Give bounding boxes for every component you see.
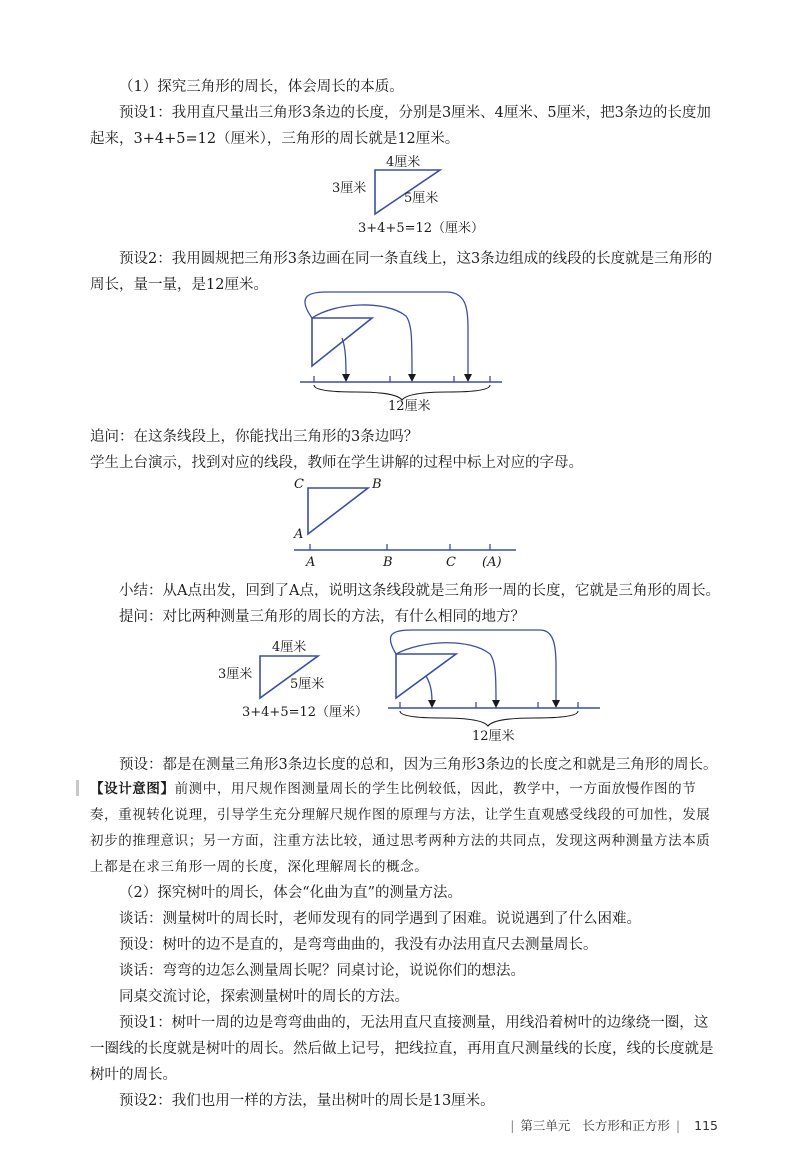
arrow-head <box>552 700 560 708</box>
top-side-label: 4厘米 <box>386 155 421 170</box>
point-b-label: B <box>383 555 393 570</box>
arrow-head <box>492 700 500 708</box>
comparison-figure <box>210 632 620 748</box>
triangle-figure-1 <box>320 152 520 240</box>
total-length-label: 12厘米 <box>472 729 515 744</box>
total-length-label: 12厘米 <box>388 399 431 414</box>
footer-chapter: 长方形和正方形 <box>582 1118 670 1133</box>
question1-text: 追问：在这条线段上，你能找出三角形的3条边吗？ <box>90 429 419 445</box>
left-side-label: 3厘米 <box>218 667 253 682</box>
arrow-head <box>464 374 472 382</box>
total-brace <box>314 385 490 400</box>
section2-heading: （2）探究树叶的周长，体会“化曲为直”的测量方法。 <box>119 885 463 901</box>
demo-text: 学生上台演示，找到对应的线段，教师在学生讲解的过程中标上对应的字母。 <box>90 455 583 471</box>
triangle-shape <box>312 318 372 366</box>
point-a-end-label: (A) <box>482 555 502 570</box>
arrow-head <box>428 700 436 708</box>
vertex-b-label: B <box>372 477 382 492</box>
design-intent-text: 前测中，用尺规作图测量周长的学生比例较低，因此，教学中，一方面放慢作图的节奏，重视转化说理，引导学生充分理解尺规作图的原理与方法，让学生直观感受线段的可加性，发展初步的推理意识；另一方面，注重方法比较，通过思考两种方法的共同点，发现这两种测量方法本质上都是在求三角形一周的长度，深化理解周长的概念。 <box>90 781 711 875</box>
section1-heading: （1）探究三角形的周长，体会周长的本质。 <box>119 79 404 95</box>
talk2-text: 谈话：弯弯的边怎么测量周长呢？同桌讨论，说说你们的想法。 <box>119 963 525 979</box>
total-brace <box>400 711 578 726</box>
lettered-figure <box>290 474 520 570</box>
summary-text: 小结：从A点出发，回到了A点，说明这条线段就是三角形一周的长度，它就是三角形的周长。 <box>119 583 720 599</box>
question2-text: 提问：对比两种测量三角形的周长的方法，有什么相同的地方？ <box>119 609 525 625</box>
arc-path-2 <box>312 305 412 378</box>
hypotenuse-label: 5厘米 <box>290 677 325 692</box>
preset4-text: 预设：树叶的边不是直的，是弯弯曲曲的，我没有办法用直尺去测量周长。 <box>119 937 598 953</box>
talk1-text: 谈话：测量树叶的周长时，老师发现有的同学遇到了困难。说说遇到了什么困难。 <box>119 911 641 927</box>
arc-path-1 <box>426 676 432 704</box>
arc-path-2 <box>396 643 496 704</box>
arrow-head <box>408 374 416 382</box>
discuss-text: 同桌交流讨论，探索测量树叶的周长的方法。 <box>119 989 409 1005</box>
preset5-text: 预设1：树叶一周的边是弯弯曲曲的，无法用直尺直接测量，用线沿着树叶的边缘绕一圈，这一圈线的长度就是树叶的周长。然后做上记号，把线拉直，再用直尺测量线的长度，线的长度就是树叶的周长。 <box>90 1015 714 1083</box>
preset3-text: 预设：都是在测量三角形3条边长度的总和，因为三角形3条边的长度之和就是三角形的周长。 <box>119 757 718 773</box>
arc-path-3 <box>390 630 556 704</box>
vertex-c-label: C <box>294 477 304 492</box>
compass-figure <box>296 288 516 412</box>
design-intent <box>90 776 720 880</box>
top-side-label: 4厘米 <box>272 640 307 655</box>
arrow-head <box>342 374 350 382</box>
preset1-text: 预设1：我用直尺量出三角形3条边的长度，分别是3厘米、4厘米、5厘米，把3条边的长度加起来，3+4+5=12（厘米），三角形的周长就是12厘米。 <box>90 105 711 147</box>
page-footer: | 第三单元 长方形和正方形 | 115 <box>510 1118 718 1133</box>
perimeter-equation: 3+4+5=12（厘米） <box>358 221 485 236</box>
arc-path-3 <box>305 292 468 378</box>
triangle-shape <box>308 488 368 534</box>
preset6-text: 预设2：我们也用一样的方法，量出树叶的周长是13厘米。 <box>119 1093 495 1109</box>
arc-path-1 <box>342 338 346 378</box>
left-side-label: 3厘米 <box>332 181 367 196</box>
design-intent-tag: 【设计意图】 <box>90 781 175 797</box>
page-number: 115 <box>694 1118 718 1133</box>
vertex-a-label: A <box>294 527 304 542</box>
point-c-label: C <box>446 555 456 570</box>
margin-marker <box>76 780 79 796</box>
point-a-label: A <box>306 555 316 570</box>
perimeter-equation: 3+4+5=12（厘米） <box>242 705 369 720</box>
footer-unit: 第三单元 <box>520 1118 571 1133</box>
hypotenuse-label: 5厘米 <box>404 191 439 206</box>
preset2-text: 预设2：我用圆规把三角形3条边画在同一条直线上，这3条边组成的线段的长度就是三角形的周长，量一量，是12厘米。 <box>90 251 713 293</box>
